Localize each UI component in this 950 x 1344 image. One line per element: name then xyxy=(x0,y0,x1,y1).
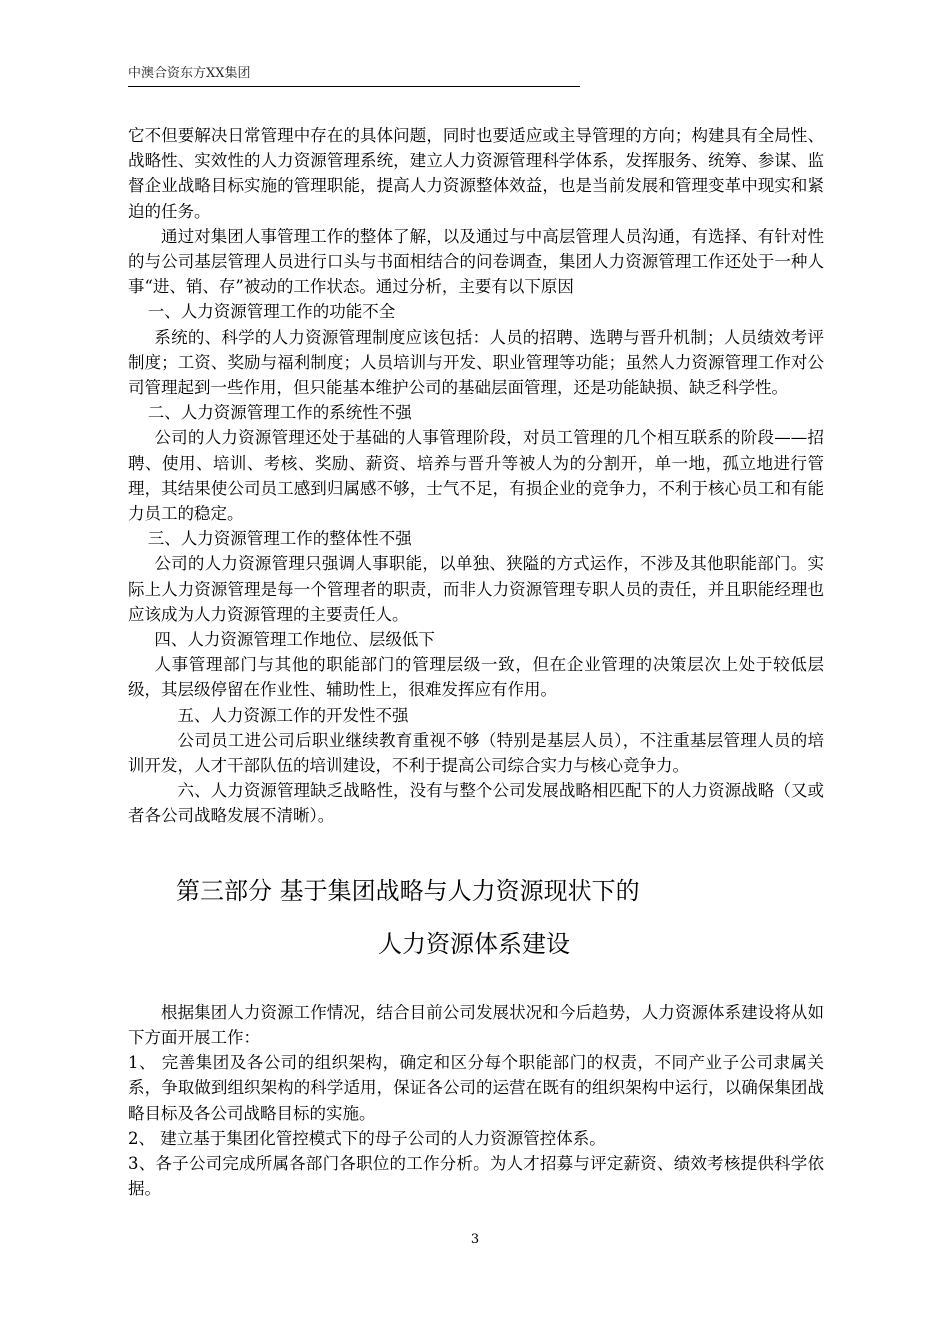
page-header xyxy=(128,64,580,87)
paragraph: 公司员工进公司后职业继续教育重视不够（特别是基层人员），不注重基层管理人员的培训开发，人才干部队伍的培训建设，不利于提高公司综合实力与核心竞争力。 xyxy=(128,730,824,776)
section-heading: 三、人力资源管理工作的整体性不强 xyxy=(147,529,412,549)
part-title-line-1: 第三部分 基于集团战略与人力资源现状下的 xyxy=(176,876,640,905)
paragraph: 人事管理部门与其他的职能部门的管理层级一致，但在企业管理的决策层次上处于较低层级，其层级停留在作业性、辅助性上，很难发挥应有作用。 xyxy=(128,655,824,700)
paragraph: 公司的人力资源管理只强调人事职能，以单独、狭隘的方式运作，不涉及其他职能部门。实际上人力资源管理是每一个管理者的职责，而非人力资源管理专职人员的责任，并且职能经理也应该成为人力资源管理的主要责任人。 xyxy=(128,554,824,624)
paragraph: 公司的人力资源管理还处于基础的人事管理阶段，对员工管理的几个相互联系的阶段——招聘、使用、培训、考核、奖励、薪资、培养与晋升等被人为的分割开，单一地，孤立地进行管理，其结果使公司员工感到归属感不够，士气不足，有损企业的竞争力，不利于核心员工和有能力员工的稳定。 xyxy=(128,428,824,524)
part-title-block xyxy=(128,875,824,960)
section-heading: 二、人力资源管理工作的系统性不强 xyxy=(147,403,412,423)
paragraph: 它不但要解决日常管理中存在的具体问题，同时也要适应或主导管理的方向；构建具有全局性、战略性、实效性的人力资源管理系统，建立人力资源管理科学体系，发挥服务、统筹、参谋、监督企业战略目标实施的管理职能，提高人力资源整体效益，也是当前发展和管理变革中现实和紧迫的任务。 xyxy=(128,126,824,221)
section-heading: 四、人力资源管理工作地位、层级低下 xyxy=(154,630,435,650)
paragraph: 系统的、科学的人力资源管理制度应该包括：人员的招聘、选聘与晋升机制；人员绩效考评制度；工资、奖励与福利制度；人员培训与开发、职业管理等功能；虽然人力资源管理工作对公司管理起到一些作用，但只能基本维护公司的基础层面管理，还是功能缺损、缺乏科学性。 xyxy=(128,327,824,398)
document-body xyxy=(128,123,824,1201)
list-item: 1、 完善集团及各公司的组织架构，确定和区分每个职能部门的权责，不同产业子公司隶属关系，争取做到组织架构的科学适用，保证各公司的运营在既有的组织架构中运行，以确保集团战略目标及各公司战略目标的实施。 xyxy=(128,1053,824,1123)
part-body xyxy=(128,1000,824,1202)
section-heading: 一、人力资源管理工作的功能不全 xyxy=(147,302,396,322)
paragraph: 通过对集团人事管理工作的整体了解，以及通过与中高层管理人员沟通，有选择、有针对性的与公司基层管理人员进行口头与书面相结合的问卷调查，集团人力资源管理工作还处于一种人事“进、销、存”被动的工作状态。通过分析，主要有以下原因 xyxy=(128,226,824,297)
paragraph: 六、人力资源管理缺乏战略性，没有与整个公司发展战略相匹配下的人力资源战略（又或者各公司战略发展不清晰）。 xyxy=(128,781,824,826)
list-item: 2、 建立基于集团化管控模式下的母子公司的人力资源管控体系。 xyxy=(128,1128,606,1148)
section-heading: 五、人力资源工作的开发性不强 xyxy=(177,705,409,725)
part-title-line-2: 人力资源体系建设 xyxy=(378,929,570,958)
page-number: 3 xyxy=(470,1232,480,1247)
paragraph: 根据集团人力资源工作情况，结合目前公司发展状况和今后趋势，人力资源体系建设将从如下方面开展工作： xyxy=(128,1002,824,1047)
header-title: 中澳合资东方XX集团 xyxy=(128,66,251,81)
list-item: 3、各子公司完成所属各部门各职位的工作分析。为人才招募与评定薪资、绩效考核提供科学依据。 xyxy=(128,1153,824,1199)
